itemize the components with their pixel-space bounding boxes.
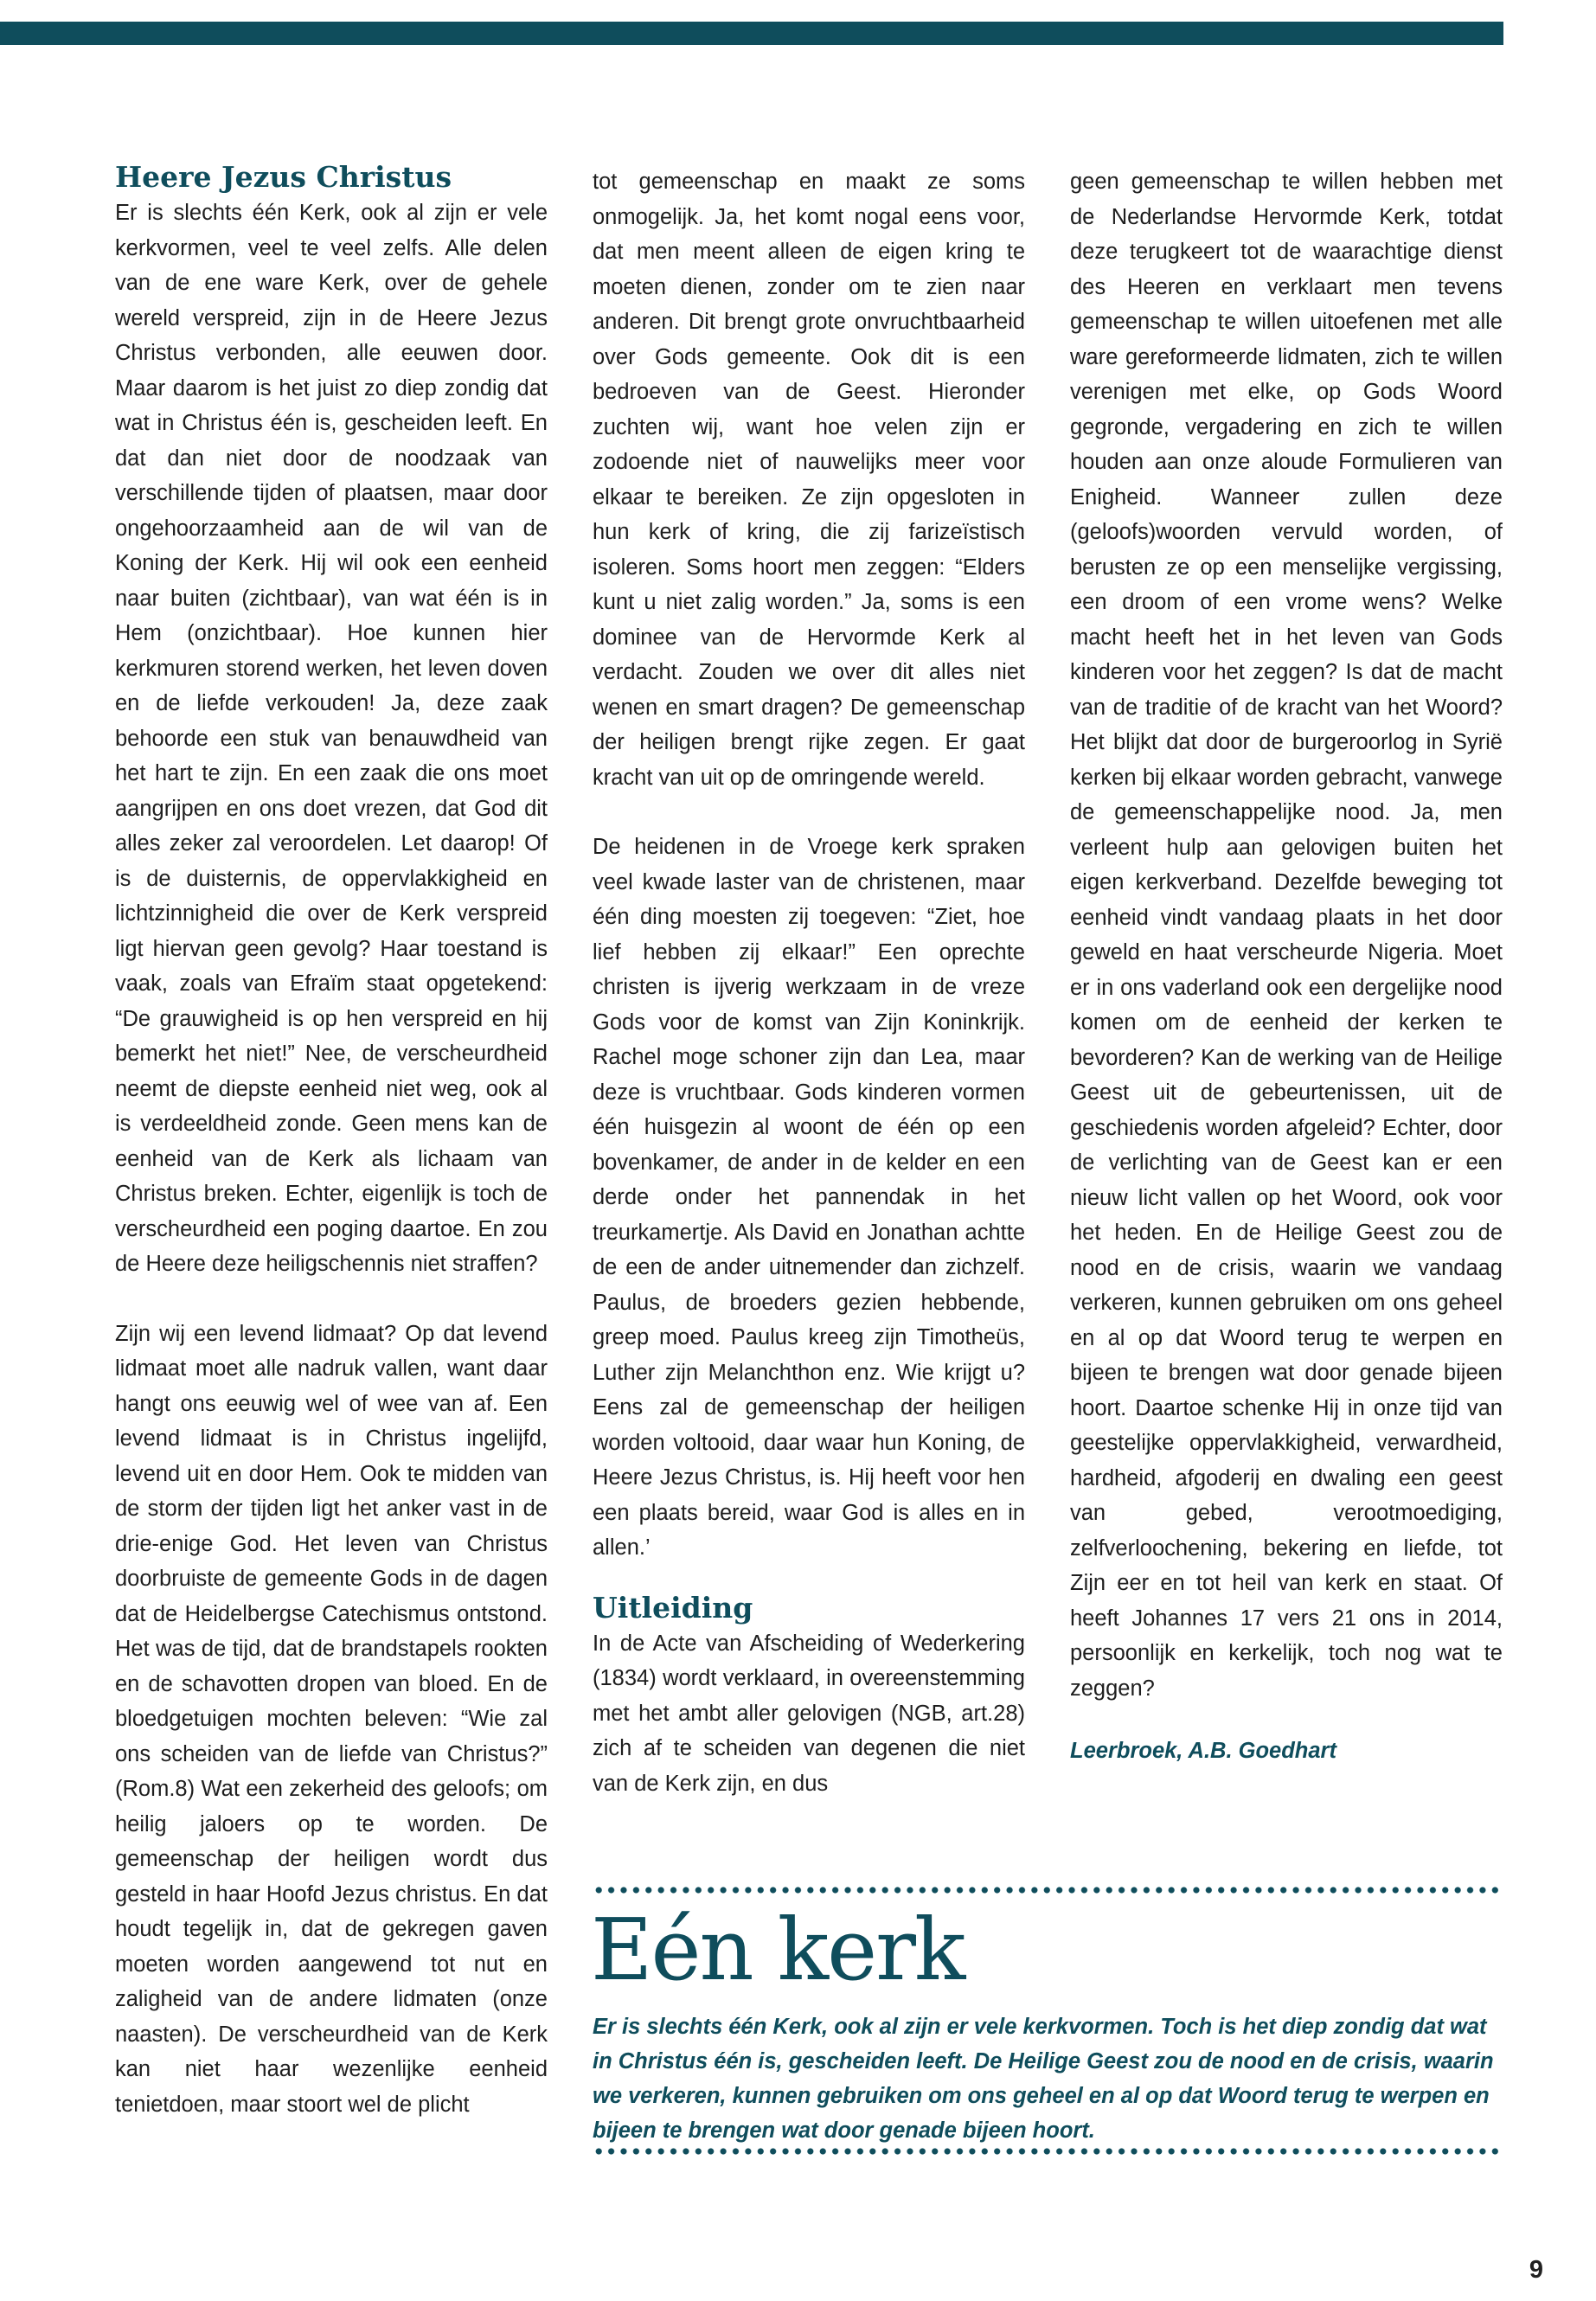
section-heading-uitleiding: Uitleiding xyxy=(593,1590,753,1625)
section-heading-heere-jezus-christus: Heere Jezus Christus xyxy=(115,160,452,194)
column-1 xyxy=(115,160,548,2122)
column-2 xyxy=(593,164,1025,1801)
author-signature: Leerbroek, A.B. Goedhart xyxy=(1070,1739,1336,1763)
dotted-divider-bottom xyxy=(593,2147,1503,2156)
page-number: 9 xyxy=(1529,2256,1543,2284)
box-title: Eén kerk xyxy=(591,1901,965,2000)
top-color-bar xyxy=(0,22,1503,45)
dotted-divider-top xyxy=(593,1886,1503,1894)
paragraph: Zijn wij een levend lidmaat? Op dat levend lidmaat moet alle nadruk vallen, want daar hangt ons eeuwig wel of wee van af. Een levend lidmaat is in Christus ingelijfd, levend uit en door Hem. Ook te midden van de storm der tijden ligt het anker vast in de drie-enige God. Het leven van Christus doorbruiste de gemeente Gods in de dagen dat de Heidelbergse Catechismus ontstond. Het was de tijd, dat de brandstapels rookten en de schavotten dropen van bloed. En de bloedgetuigen mochten beleven: “Wie zal ons scheiden van de liefde van Christus?” (Rom.8) Wat een zekerheid des geloofs; om heilig jaloers op te worden. De gemeenschap der heiligen wordt dus gesteld in haar Hoofd Jezus christus. En dat houdt tegelijk in, dat de gekregen gaven moeten worden aangewend tot nut en zaligheid van de andere lidmaten (onze naasten). De verscheurdheid van de Kerk kan niet haar wezenlijke eenheid tenietdoen, maar stoort wel de plicht xyxy=(115,1321,548,2117)
column-3 xyxy=(1070,164,1503,1769)
paragraph: In de Acte van Afscheiding of Wederkering (1834) wordt verklaard, in overeenstemming met het ambt aller gelovigen (NGB, art.28) zich af te scheiden van degenen die niet van de Kerk zijn, en dus xyxy=(593,1631,1025,1796)
paragraph: geen gemeenschap te willen hebben met de Nederlandse Hervormde Kerk, totdat deze terugkeert tot de waarachtige dienst des Heeren en verklaart men tevens gemeenschap te willen uitoefenen met alle ware gereformeerde lidmaten, zich te willen verenigen met elke, op Gods Woord gegronde, vergadering en zich te willen houden aan onze aloude Formulieren van Enigheid. Wanneer zullen deze (geloofs)woorden vervuld worden, of berusten ze op een menselijke vergissing, een droom of een vrome wens? Welke macht heeft het in het leven van Gods kinderen voor het zeggen? Is dat de macht van de traditie of de kracht van het Woord? Het blijkt dat door de burgeroorlog in Syrië kerken bij elkaar worden gebracht, vanwege de gemeenschappelijke nood. Ja, men verleent hulp aan gelovigen buiten het eigen kerkverband. Dezelfde beweging tot eenheid vindt vandaag plaats in het door geweld en haat verscheurde Nigeria. Moet er in ons vaderland ook een dergelijke nood komen om de eenheid der kerken te bevorderen? Kan de werking van de Heilige Geest uit de gebeurtenissen, uit de geschiedenis worden afgeleid? Echter, door de verlichting van de Geest kan er een nieuw licht vallen op het Woord, ook voor het heden. En de Heilige Geest zou de nood en de crisis, waarin we vandaag verkeren, kunnen gebruiken om ons geheel en al op dat Woord terug te werpen en bijeen te brengen wat door genade bijeen hoort. Daartoe schenke Hij in onze tijd van geestelijke oppervlakkigheid, verwardheid, hardheid, afgoderij en dwaling een geest van gebed, verootmoediging, zelfverloochening, bekering en liefde, tot Zijn eer en tot heil van kerk en staat. Of heeft Johannes 17 vers 21 ons in 2014, persoonlijk en kerkelijk, toch nog wat te zeggen? xyxy=(1070,170,1503,1701)
paragraph: Er is slechts één Kerk, ook al zijn er vele kerkvormen, veel te veel zelfs. Alle delen van de ene ware Kerk, over de gehele wereld verspreid, zijn in de Heere Jezus Christus verbonden, alle eeuwen door. Maar daarom is het juist zo diep zondig dat wat in Christus één is, gescheiden leeft. En dat dan niet door de noodzaak van verschillende tijden of plaatsen, maar door ongehoorzaamheid aan de wil van de Koning der Kerk. Hij wil ook een eenheid naar buiten (zichtbaar), van wat één is in Hem (onzichtbaar). Hoe kunnen hier kerkmuren storend werken, het leven doven en de liefde verkouden! Ja, deze zaak behoorde een stuk van benauwdheid van het hart te zijn. En een zaak die ons moet aangrijpen en ons doet vrezen, dat God dit alles zeker zal veroordelen. Let daarop! Of is de duisternis, de oppervlakkigheid en lichtzinnigheid die over de Kerk verspreid ligt hiervan geen gevolg? Haar toestand is vaak, zoals van Efraïm staat opgetekend: “De grauwigheid is op hen verspreid en hij bemerkt het niet!” Nee, de verscheurdheid neemt de diepste eenheid niet weg, ook al is verdeeldheid zonde. Geen mens kan de eenheid van de Kerk als lichaam van Christus breken. Echter, eigenlijk is toch de verscheurdheid een poging daartoe. En zou de Heere deze heiligschennis niet straffen? xyxy=(115,201,548,1276)
box-intro: Er is slechts één Kerk, ook al zijn er vele kerkvormen. Toch is het diep zondig dat wat in Christus één is, gescheiden leeft. De Heilige Geest zou de nood en de crisis, waarin we verkeren, kunnen gebruiken om ons geheel en al op dat Woord terug te werpen en bijeen te brengen wat door genade bijeen hoort. xyxy=(593,2015,1494,2143)
paragraph: De heidenen in de Vroege kerk spraken veel kwade laster van de christenen, maar één ding moesten zij toegeven: “Ziet, hoe lief hebben zij elkaar!” Een oprechte christen is ijverig werkzaam in de vreze Gods voor de komst van Zijn Koninkrijk. Rachel moge schoner zijn dan Lea, maar deze is vruchtbaar. Gods kinderen vormen één huisgezin al woont de één op een bovenkamer, de ander in de kelder en een derde onder het pannendak in het treurkamertje. Als David en Jonathan achtte de een de ander uitnemender dan zichzelf. Paulus, de broeders gezien hebbende, greep moed. Paulus kreeg zijn Timotheüs, Luther zijn Melanchthon enz. Wie krijgt u? Eens zal de gemeenschap der heiligen worden voltooid, daar waar hun Koning, de Heere Jezus Christus, is. Hij heeft voor hen een plaats bereid, waar God is alles en in allen.’ xyxy=(593,835,1025,1560)
paragraph: tot gemeenschap en maakt ze soms onmogelijk. Ja, het komt nogal eens voor, dat men meent alleen de eigen kring te moeten dienen, zonder om te zien naar anderen. Dit brengt grote onvruchtbaarheid over Gods gemeente. Ook dit is een bedroeven van de Geest. Hieronder zuchten wij, want hoe velen zijn er zodoende niet of nauwelijks meer voor elkaar te bereiken. Ze zijn opgesloten in hun kerk of kring, die zij farizeïstisch isoleren. Soms hoort men zeggen: “Elders kunt u niet zalig worden.” Ja, soms is een dominee van de Hervormde Kerk al verdacht. Zouden we over dit alles niet wenen en smart dragen? De gemeenschap der heiligen brengt rijke zegen. Er gaat kracht van uit op de omringende wereld. xyxy=(593,170,1025,790)
